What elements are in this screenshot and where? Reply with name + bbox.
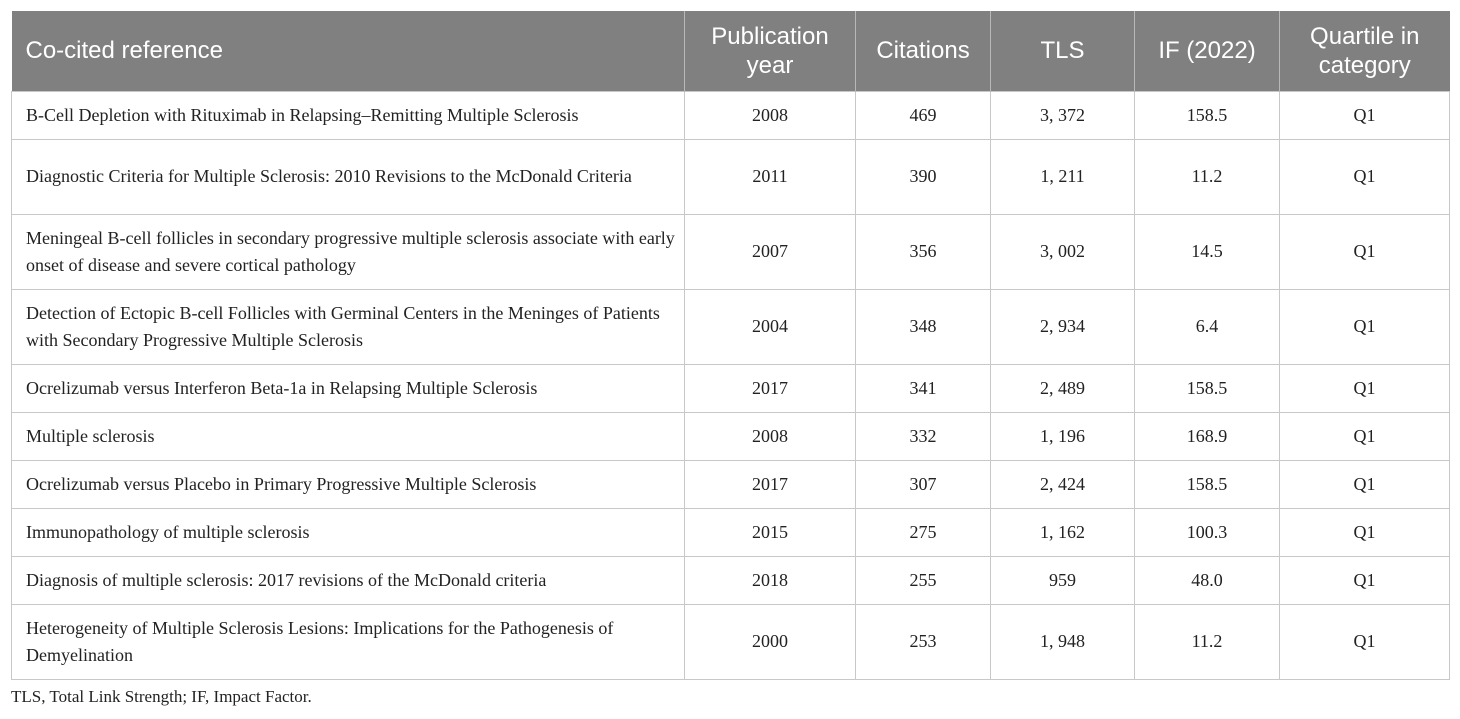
co-cited-references-table-container — [11, 11, 1449, 680]
cell-year: 2018 — [685, 556, 856, 604]
cell-quartile: Q1 — [1280, 289, 1450, 364]
cell-tls: 3, 372 — [991, 91, 1135, 139]
table-row — [12, 364, 1450, 412]
cell-reference: Ocrelizumab versus Placebo in Primary Progressive Multiple Sclerosis — [12, 460, 685, 508]
cell-tls: 1, 948 — [991, 604, 1135, 679]
header-publication-year: Publication year — [685, 11, 856, 91]
cell-tls: 2, 424 — [991, 460, 1135, 508]
cell-citations: 307 — [856, 460, 991, 508]
cell-year: 2017 — [685, 460, 856, 508]
cell-quartile: Q1 — [1280, 214, 1450, 289]
table-row — [12, 508, 1450, 556]
cell-quartile: Q1 — [1280, 412, 1450, 460]
cell-year: 2011 — [685, 139, 856, 214]
table-header — [12, 11, 1450, 91]
cell-citations: 255 — [856, 556, 991, 604]
table-row — [12, 91, 1450, 139]
cell-impact-factor: 14.5 — [1135, 214, 1280, 289]
cell-impact-factor: 11.2 — [1135, 139, 1280, 214]
cell-quartile: Q1 — [1280, 139, 1450, 214]
cell-year: 2008 — [685, 412, 856, 460]
cell-quartile: Q1 — [1280, 91, 1450, 139]
cell-citations: 341 — [856, 364, 991, 412]
cell-quartile: Q1 — [1280, 460, 1450, 508]
cell-reference: Ocrelizumab versus Interferon Beta-1a in Relapsing Multiple Sclerosis — [12, 364, 685, 412]
cell-quartile: Q1 — [1280, 364, 1450, 412]
cell-reference: Diagnostic Criteria for Multiple Sclerosis: 2010 Revisions to the McDonald Criteria — [12, 139, 685, 214]
header-row — [12, 11, 1450, 91]
cell-impact-factor: 158.5 — [1135, 460, 1280, 508]
cell-reference: Multiple sclerosis — [12, 412, 685, 460]
table-row — [12, 214, 1450, 289]
cell-impact-factor: 158.5 — [1135, 91, 1280, 139]
cell-quartile: Q1 — [1280, 604, 1450, 679]
cell-tls: 1, 196 — [991, 412, 1135, 460]
cell-tls: 1, 211 — [991, 139, 1135, 214]
cell-year: 2007 — [685, 214, 856, 289]
cell-tls: 1, 162 — [991, 508, 1135, 556]
cell-reference: Immunopathology of multiple sclerosis — [12, 508, 685, 556]
cell-year: 2017 — [685, 364, 856, 412]
cell-impact-factor: 100.3 — [1135, 508, 1280, 556]
cell-reference: Heterogeneity of Multiple Sclerosis Lesions: Implications for the Pathogenesis of Demyelination — [12, 604, 685, 679]
header-citations: Citations — [856, 11, 991, 91]
cell-quartile: Q1 — [1280, 508, 1450, 556]
header-quartile: Quartile in category — [1280, 11, 1450, 91]
table-row — [12, 556, 1450, 604]
table-row — [12, 139, 1450, 214]
co-cited-references-table — [11, 11, 1450, 680]
cell-citations: 275 — [856, 508, 991, 556]
cell-impact-factor: 11.2 — [1135, 604, 1280, 679]
cell-citations: 348 — [856, 289, 991, 364]
cell-impact-factor: 6.4 — [1135, 289, 1280, 364]
header-tls: TLS — [991, 11, 1135, 91]
header-impact-factor: IF (2022) — [1135, 11, 1280, 91]
cell-reference: Detection of Ectopic B-cell Follicles with Germinal Centers in the Meninges of Patients with Secondary Progressive Multiple Sclerosis — [12, 289, 685, 364]
cell-citations: 332 — [856, 412, 991, 460]
cell-impact-factor: 168.9 — [1135, 412, 1280, 460]
cell-reference: B-Cell Depletion with Rituximab in Relapsing–Remitting Multiple Sclerosis — [12, 91, 685, 139]
table-body — [12, 91, 1450, 679]
cell-reference: Meningeal B-cell follicles in secondary progressive multiple sclerosis associate with early onset of disease and severe cortical pathology — [12, 214, 685, 289]
cell-year: 2015 — [685, 508, 856, 556]
table-row — [12, 289, 1450, 364]
cell-year: 2004 — [685, 289, 856, 364]
table-row — [12, 604, 1450, 679]
cell-tls: 2, 489 — [991, 364, 1135, 412]
cell-year: 2000 — [685, 604, 856, 679]
table-row — [12, 460, 1450, 508]
cell-citations: 356 — [856, 214, 991, 289]
cell-quartile: Q1 — [1280, 556, 1450, 604]
cell-citations: 253 — [856, 604, 991, 679]
cell-citations: 390 — [856, 139, 991, 214]
cell-tls: 2, 934 — [991, 289, 1135, 364]
cell-tls: 959 — [991, 556, 1135, 604]
cell-impact-factor: 48.0 — [1135, 556, 1280, 604]
cell-year: 2008 — [685, 91, 856, 139]
cell-impact-factor: 158.5 — [1135, 364, 1280, 412]
table-footnote: TLS, Total Link Strength; IF, Impact Factor. — [11, 687, 312, 706]
table-row — [12, 412, 1450, 460]
cell-citations: 469 — [856, 91, 991, 139]
cell-tls: 3, 002 — [991, 214, 1135, 289]
header-reference: Co-cited reference — [12, 11, 685, 91]
cell-reference: Diagnosis of multiple sclerosis: 2017 revisions of the McDonald criteria — [12, 556, 685, 604]
